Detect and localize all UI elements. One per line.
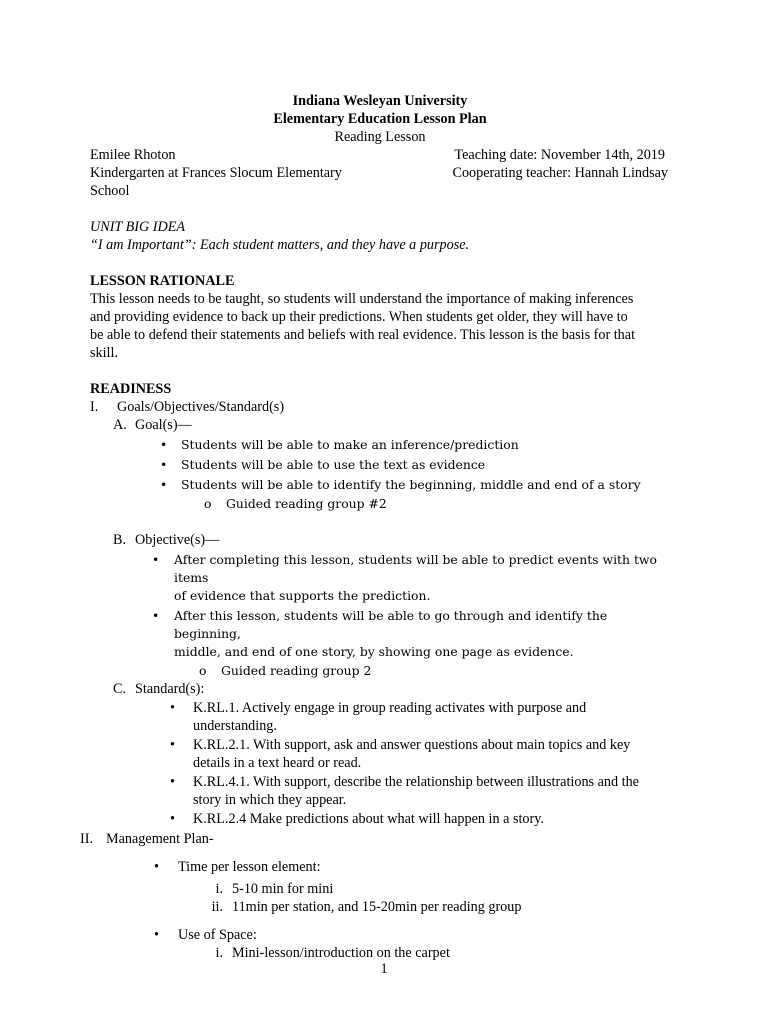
- lesson-type: Reading Lesson: [334, 129, 426, 145]
- university-title: Indiana Wesleyan University: [292, 93, 468, 109]
- standard-bullet: • K.RL.2.4 Make predictions about what will happen in a story.: [170, 811, 544, 827]
- rationale-text: This lesson needs to be taught, so students will understand the importance of making inferences and providing evidence to back up their predictions. When students get older, they will have to be able to defend their statements and beliefs with real evidence. This lesson is the basis for that skill.: [90, 291, 636, 361]
- goals-heading: A. Goal(s)—: [113, 417, 192, 433]
- bullet-icon: •: [170, 774, 175, 790]
- objectives-heading: B. Objective(s)—: [113, 532, 220, 548]
- bullet-icon: •: [160, 457, 168, 472]
- rationale-heading: LESSON RATIONALE: [90, 273, 235, 289]
- standard-bullet: • K.RL.1. Actively engage in group reading activates with purpose and understanding.: [170, 700, 587, 734]
- author-name: Emilee Rhoton: [90, 147, 176, 163]
- space-bullet: • Use of Space:: [154, 927, 257, 943]
- standards-heading: C. Standard(s):: [113, 681, 205, 697]
- time-item: ii. 11min per station, and 15-20min per reading group: [211, 899, 522, 915]
- objective-bullet: • After completing this lesson, students will be able to predict events with two items of evidence that supports the prediction.: [152, 552, 657, 603]
- bullet-icon: •: [152, 552, 160, 567]
- bullet-icon: •: [170, 811, 175, 827]
- cooperating-teacher: Cooperating teacher: Hannah Lindsay: [452, 165, 668, 181]
- standard-bullet: • K.RL.2.1. With support, ask and answer questions about main topics and key details in a text heard or read.: [170, 737, 631, 771]
- objective-sub-item: o Guided reading group 2: [199, 663, 372, 678]
- standard-bullet: • K.RL.4.1. With support, describe the relationship between illustrations and the story in which they appear.: [170, 774, 639, 808]
- bullet-icon: •: [154, 927, 159, 943]
- page-number: 1: [380, 961, 388, 977]
- readiness-heading: READINESS: [90, 381, 172, 397]
- objective-bullet: • After this lesson, students will be able to go through and identify the beginning, middle, and end of one story, by showing one page as evidence.: [152, 608, 608, 659]
- section-goals-objectives: I. Goals/Objectives/Standard(s): [90, 399, 285, 415]
- school-row: [90, 164, 670, 182]
- bullet-icon: •: [160, 477, 168, 492]
- time-item: i. 5-10 min for mini: [215, 881, 334, 897]
- teaching-date: Teaching date: November 14th, 2019: [454, 147, 665, 163]
- goal-bullet: • Students will be able to make an inference/prediction: [160, 437, 519, 452]
- goal-bullet: • Students will be able to identify the beginning, middle and end of a story: [160, 477, 641, 492]
- unit-heading: UNIT BIG IDEA: [90, 219, 186, 235]
- bullet-icon: •: [170, 737, 175, 753]
- unit-big-idea: “I am Important”: Each student matters, and they have a purpose.: [90, 237, 470, 253]
- goal-bullet: • Students will be able to use the text as evidence: [160, 457, 486, 472]
- bullet-icon: •: [152, 608, 160, 623]
- bullet-icon: •: [160, 437, 168, 452]
- author-row: [90, 146, 670, 164]
- goal-sub-item: o Guided reading group #2: [204, 496, 387, 511]
- time-bullet: • Time per lesson element:: [154, 859, 321, 875]
- bullet-icon: •: [154, 859, 159, 875]
- bullet-icon: •: [170, 700, 175, 716]
- plan-title: Elementary Education Lesson Plan: [273, 111, 487, 127]
- space-item: i. Mini-lesson/introduction on the carpet: [215, 945, 450, 961]
- school-name-continued: School: [90, 183, 130, 199]
- document-page: [80, 92, 670, 962]
- school-name: Kindergarten at Frances Slocum Elementary: [90, 165, 342, 181]
- section-management-plan: II. Management Plan-: [80, 831, 214, 847]
